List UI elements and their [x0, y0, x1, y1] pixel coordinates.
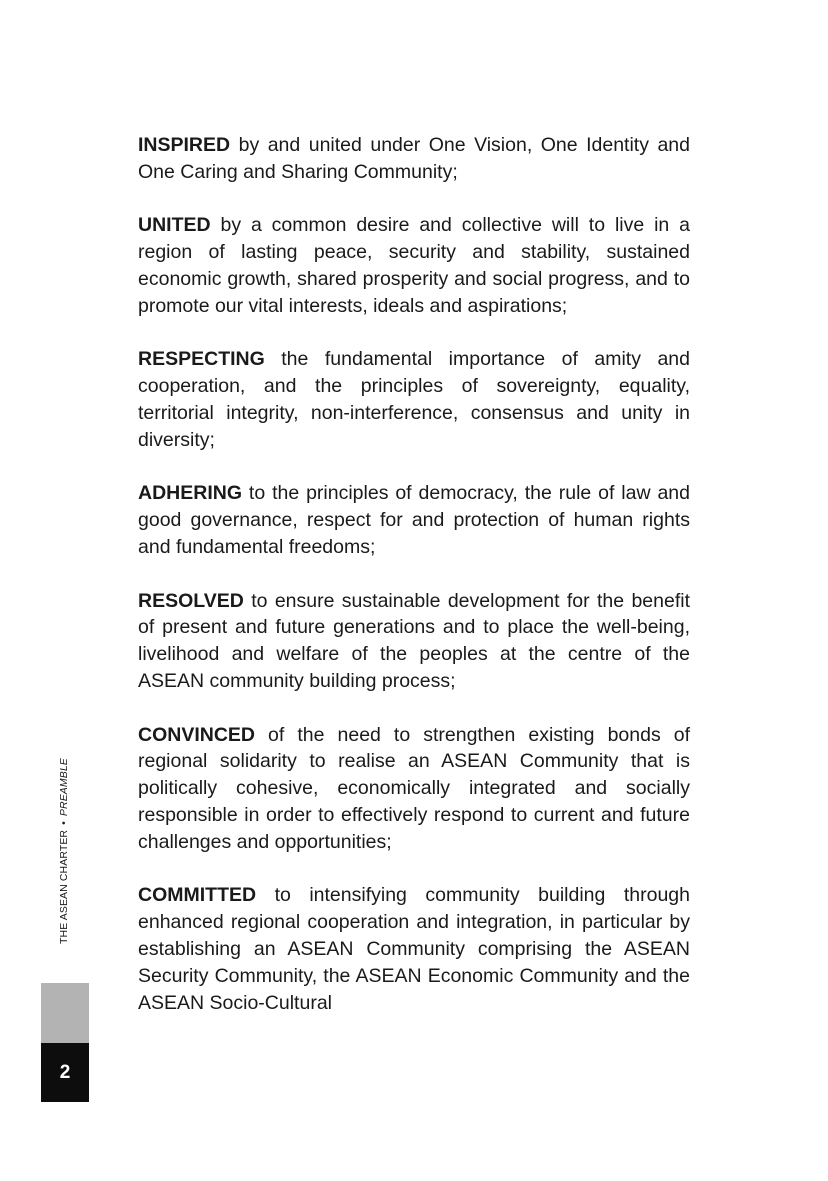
paragraph-keyword: UNITED — [138, 214, 211, 237]
paragraph-committed — [138, 882, 690, 1016]
running-header-vertical — [58, 758, 70, 944]
paragraph-text: by and united under One Vision, One Identity and One Caring and Sharing Community; — [138, 134, 690, 183]
paragraph-text: to the principles of democracy, the rule of law and good governance, respect for and protection of human rights and fundamental freedoms; — [138, 482, 690, 558]
paragraph-united — [138, 212, 690, 319]
paragraph-text: the fundamental importance of amity and cooperation, and the principles of sovereignty, equality, territorial integrity, non-interference, consensus and unity in diversity; — [138, 348, 690, 451]
charter-title: THE ASEAN CHARTER — [58, 829, 70, 944]
paragraph-resolved — [138, 588, 690, 695]
paragraph-text: by a common desire and collective will to live in a region of lasting peace, security and stability, sustained economic growth, shared prosperity and social progress, and to promote our vital interests, ideals and aspirations; — [138, 214, 690, 317]
page-number: 2 — [59, 1061, 71, 1083]
preamble-body — [138, 132, 690, 1043]
paragraph-keyword: RESOLVED — [138, 589, 244, 612]
paragraph-convinced — [138, 722, 690, 856]
paragraph-inspired — [138, 132, 690, 186]
paragraph-keyword: RESPECTING — [138, 348, 265, 371]
paragraph-adhering — [138, 480, 690, 560]
paragraph-respecting — [138, 346, 690, 453]
paragraph-keyword: COMMITTED — [138, 884, 257, 907]
paragraph-keyword: INSPIRED — [138, 134, 231, 156]
paragraph-keyword: CONVINCED — [138, 723, 256, 746]
page-number-tab — [41, 1043, 89, 1102]
section-name: PREAMBLE — [58, 758, 70, 817]
paragraph-text: of the need to strengthen existing bonds of regional solidarity to realise an ASEAN Community that is politically cohesive, economically integrated and socially responsible in order to effectively respond to current and future challenges and opportunities; — [138, 723, 690, 853]
page-tab-gray — [41, 983, 89, 1043]
bullet-separator: • — [58, 821, 70, 825]
paragraph-text: to intensifying community building through enhanced regional cooperation and integration, in particular by establishing an ASEAN Community comprising the ASEAN Security Community, the ASEAN Economic Community and the ASEAN Socio-Cultural — [138, 884, 690, 1014]
paragraph-text: to ensure sustainable development for the benefit of present and future generations and to place the well-being, livelihood and welfare of the peoples at the centre of the ASEAN community building process; — [138, 589, 690, 692]
paragraph-keyword: ADHERING — [138, 482, 243, 505]
